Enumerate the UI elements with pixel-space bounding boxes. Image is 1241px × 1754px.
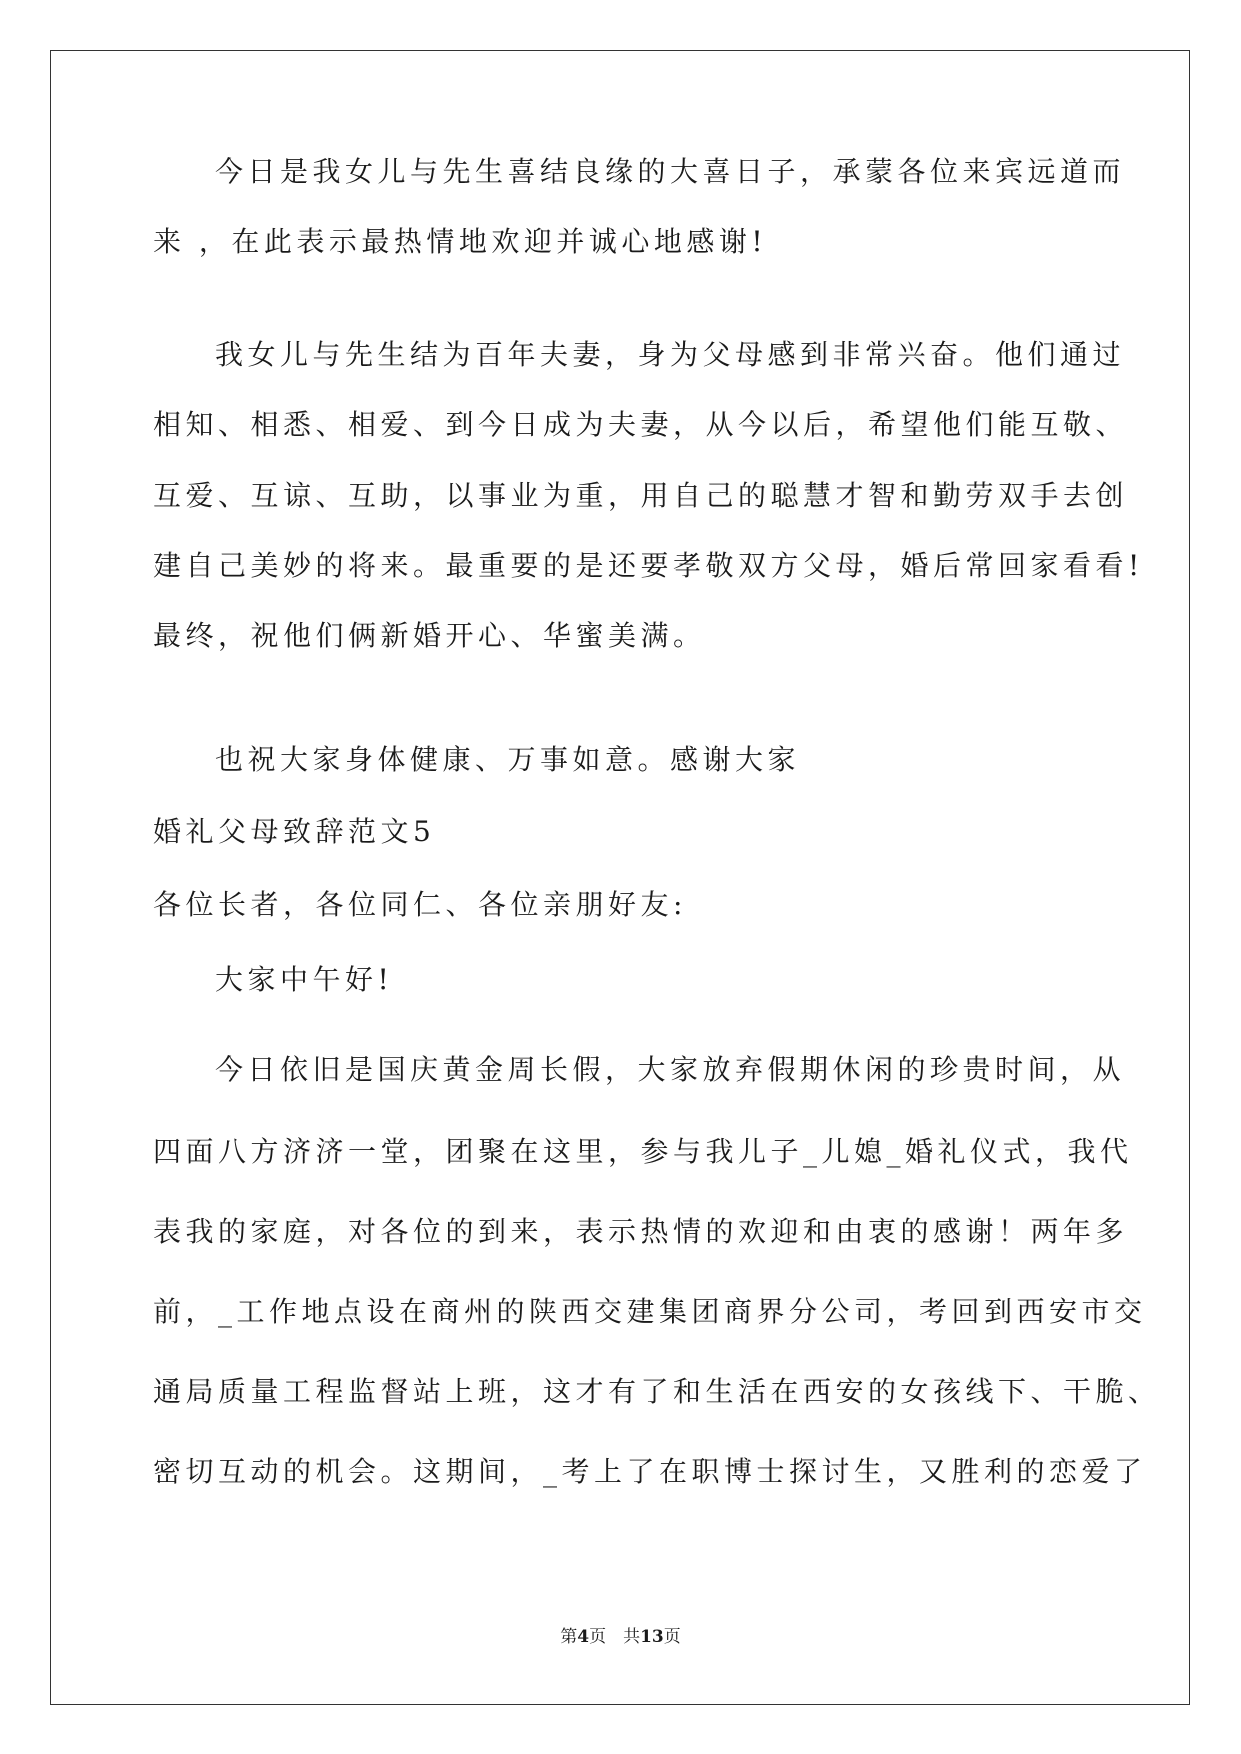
- footer-mid: 页 共: [589, 1627, 641, 1647]
- greeting: 大家中午好!: [215, 963, 394, 996]
- paragraph-line: 最终，祝他们俩新婚开心、华蜜美满。: [153, 619, 706, 652]
- footer-suffix: 页: [663, 1627, 681, 1647]
- paragraph-line: 相知、相悉、相爱、到今日成为夫妻，从今以后，希望他们能互敬、: [153, 408, 1129, 441]
- paragraph-line: 通局质量工程监督站上班，这才有了和生活在西安的女孩线下、干脆、: [153, 1375, 1161, 1408]
- paragraph-line: 来 ，在此表示最热情地欢迎并诚心地感谢!: [153, 225, 768, 258]
- current-page-number: 4: [577, 1627, 590, 1647]
- paragraph-line: 也祝大家身体健康、万事如意。感谢大家: [215, 743, 801, 776]
- total-page-number: 13: [640, 1627, 664, 1647]
- paragraph-line: 表我的家庭，对各位的到来，表示热情的欢迎和由衷的感谢！两年多: [153, 1215, 1129, 1248]
- paragraph-line: 四面八方济济一堂，团聚在这里，参与我儿子_儿媳_婚礼仪式，我代: [153, 1135, 1133, 1168]
- paragraph-line: 前，_工作地点设在商州的陕西交建集团商界分公司，考回到西安市交: [153, 1295, 1147, 1328]
- page-footer: [0, 1625, 1241, 1649]
- section-heading: 婚礼父母致辞范文5: [153, 815, 436, 848]
- paragraph-line: 互爱、互谅、互助，以事业为重，用自己的聪慧才智和勤劳双手去创: [153, 479, 1129, 512]
- paragraph-line: 我女儿与先生结为百年夫妻，身为父母感到非常兴奋。他们通过: [215, 338, 1126, 371]
- paragraph-line: 今日是我女儿与先生喜结良缘的大喜日子，承蒙各位来宾远道而: [215, 155, 1126, 188]
- paragraph-line: 今日依旧是国庆黄金周长假，大家放弃假期休闲的珍贵时间，从: [215, 1053, 1126, 1086]
- footer-prefix: 第: [560, 1627, 578, 1647]
- paragraph-line: 密切互动的机会。这期间，_考上了在职博士探讨生，又胜利的恋爱了: [153, 1455, 1147, 1488]
- paragraph-line: 建自己美妙的将来。最重要的是还要孝敬双方父母，婚后常回家看看!: [153, 549, 1144, 582]
- salutation: 各位长者，各位同仁、各位亲朋好友:: [153, 888, 687, 921]
